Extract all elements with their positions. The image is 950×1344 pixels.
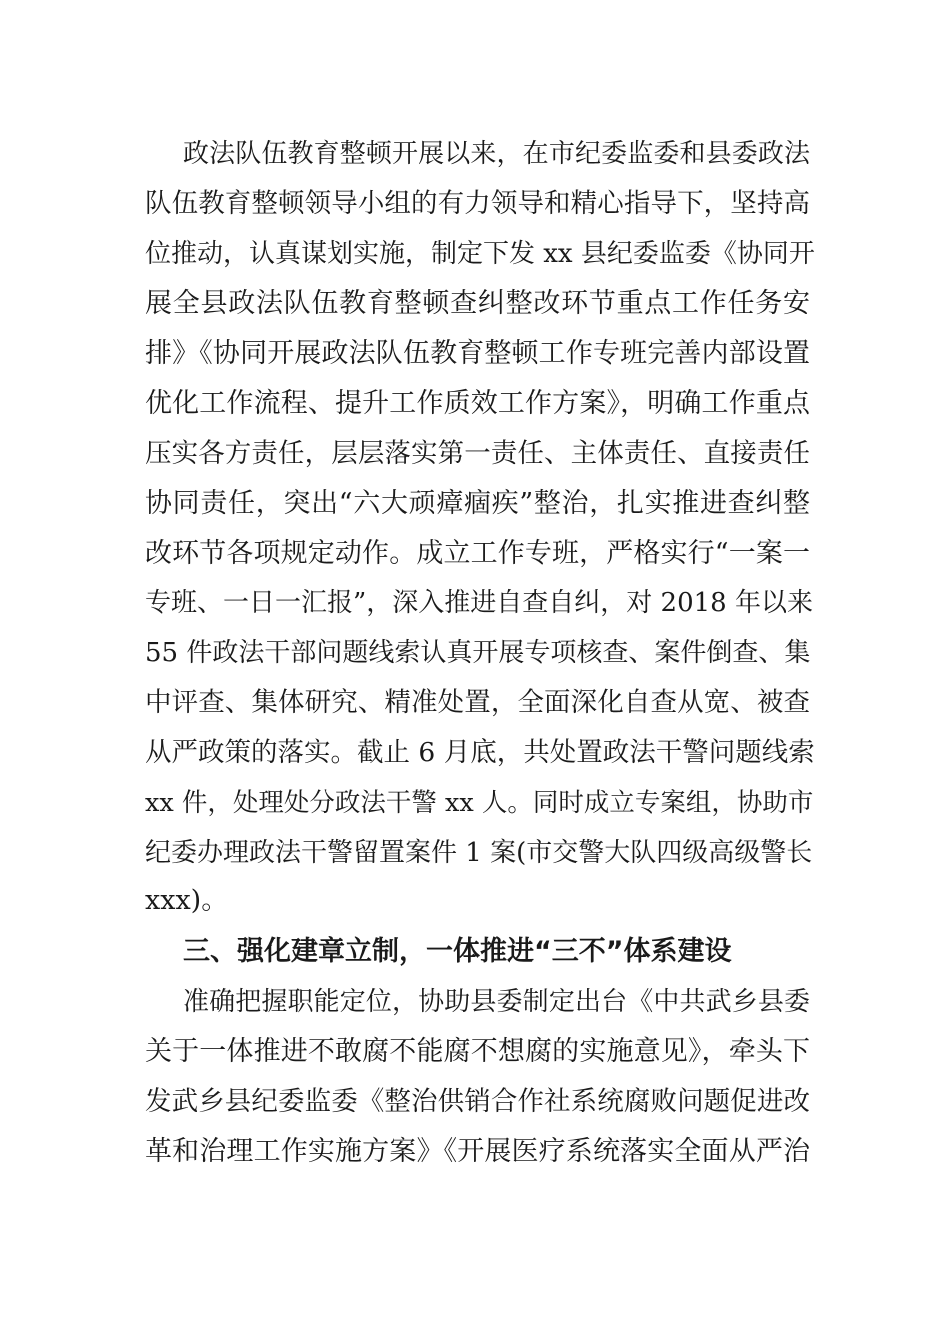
- paragraph2-line: 准确把握职能定位，协助县委制定出台《中共武乡县委: [183, 987, 810, 1017]
- paragraph1-line: xxx)。: [145, 885, 229, 916]
- paragraph1-line: 纪委办理政法干警留置案件 1 案(市交警大队四级高级警长: [145, 838, 813, 868]
- section-heading: 三、强化建章立制，一体推进“三不”体系建设: [183, 936, 732, 967]
- paragraph1-line: 协同责任，突出“六大顽瘴痼疾”整治，扎实推进查纠整: [145, 488, 810, 519]
- paragraph1-line: 55 件政法干部问题线索认真开展专项核查、案件倒查、集: [145, 638, 811, 668]
- paragraph1-line: 专班、一日一汇报”，深入推进自查自纠，对 2018 年以来: [145, 588, 813, 618]
- paragraph1-line: 政法队伍教育整顿开展以来，在市纪委监委和县委政法: [183, 139, 810, 169]
- paragraph1-line: 队伍教育整顿领导小组的有力领导和精心指导下，坚持高: [145, 188, 810, 219]
- paragraph1-line: 中评查、集体研究、精准处置，全面深化自查从宽、被查: [145, 687, 810, 718]
- paragraph1-line: 从严政策的落实。截止 6 月底，共处置政法干警问题线索: [145, 737, 815, 768]
- paragraph1-line: 位推动，认真谋划实施，制定下发 xx 县纪委监委《协同开: [145, 239, 815, 269]
- paragraph1-line: 优化工作流程、提升工作质效工作方案》，明确工作重点: [145, 388, 810, 419]
- paragraph2-line: 关于一体推进不敢腐不能腐不想腐的实施意见》，牵头下: [145, 1036, 810, 1067]
- paragraph1-line: 压实各方责任，层层落实第一责任、主体责任、直接责任: [145, 438, 810, 469]
- paragraph1-line: 改环节各项规定动作。成立工作专班，严格实行“一案一: [145, 538, 810, 569]
- paragraph1-line: 排》《协同开展政法队伍教育整顿工作专班完善内部设置: [145, 338, 810, 369]
- paragraph2-line: 发武乡县纪委监委《整治供销合作社系统腐败问题促进改: [145, 1086, 810, 1117]
- paragraph2-line: 革和治理工作实施方案》《开展医疗系统落实全面从严治: [145, 1136, 810, 1167]
- paragraph1-line: xx 件，处理处分政法干警 xx 人。同时成立专案组，协助市: [145, 788, 814, 818]
- paragraph1-line: 展全县政法队伍教育整顿查纠整改环节重点工作任务安: [145, 288, 810, 319]
